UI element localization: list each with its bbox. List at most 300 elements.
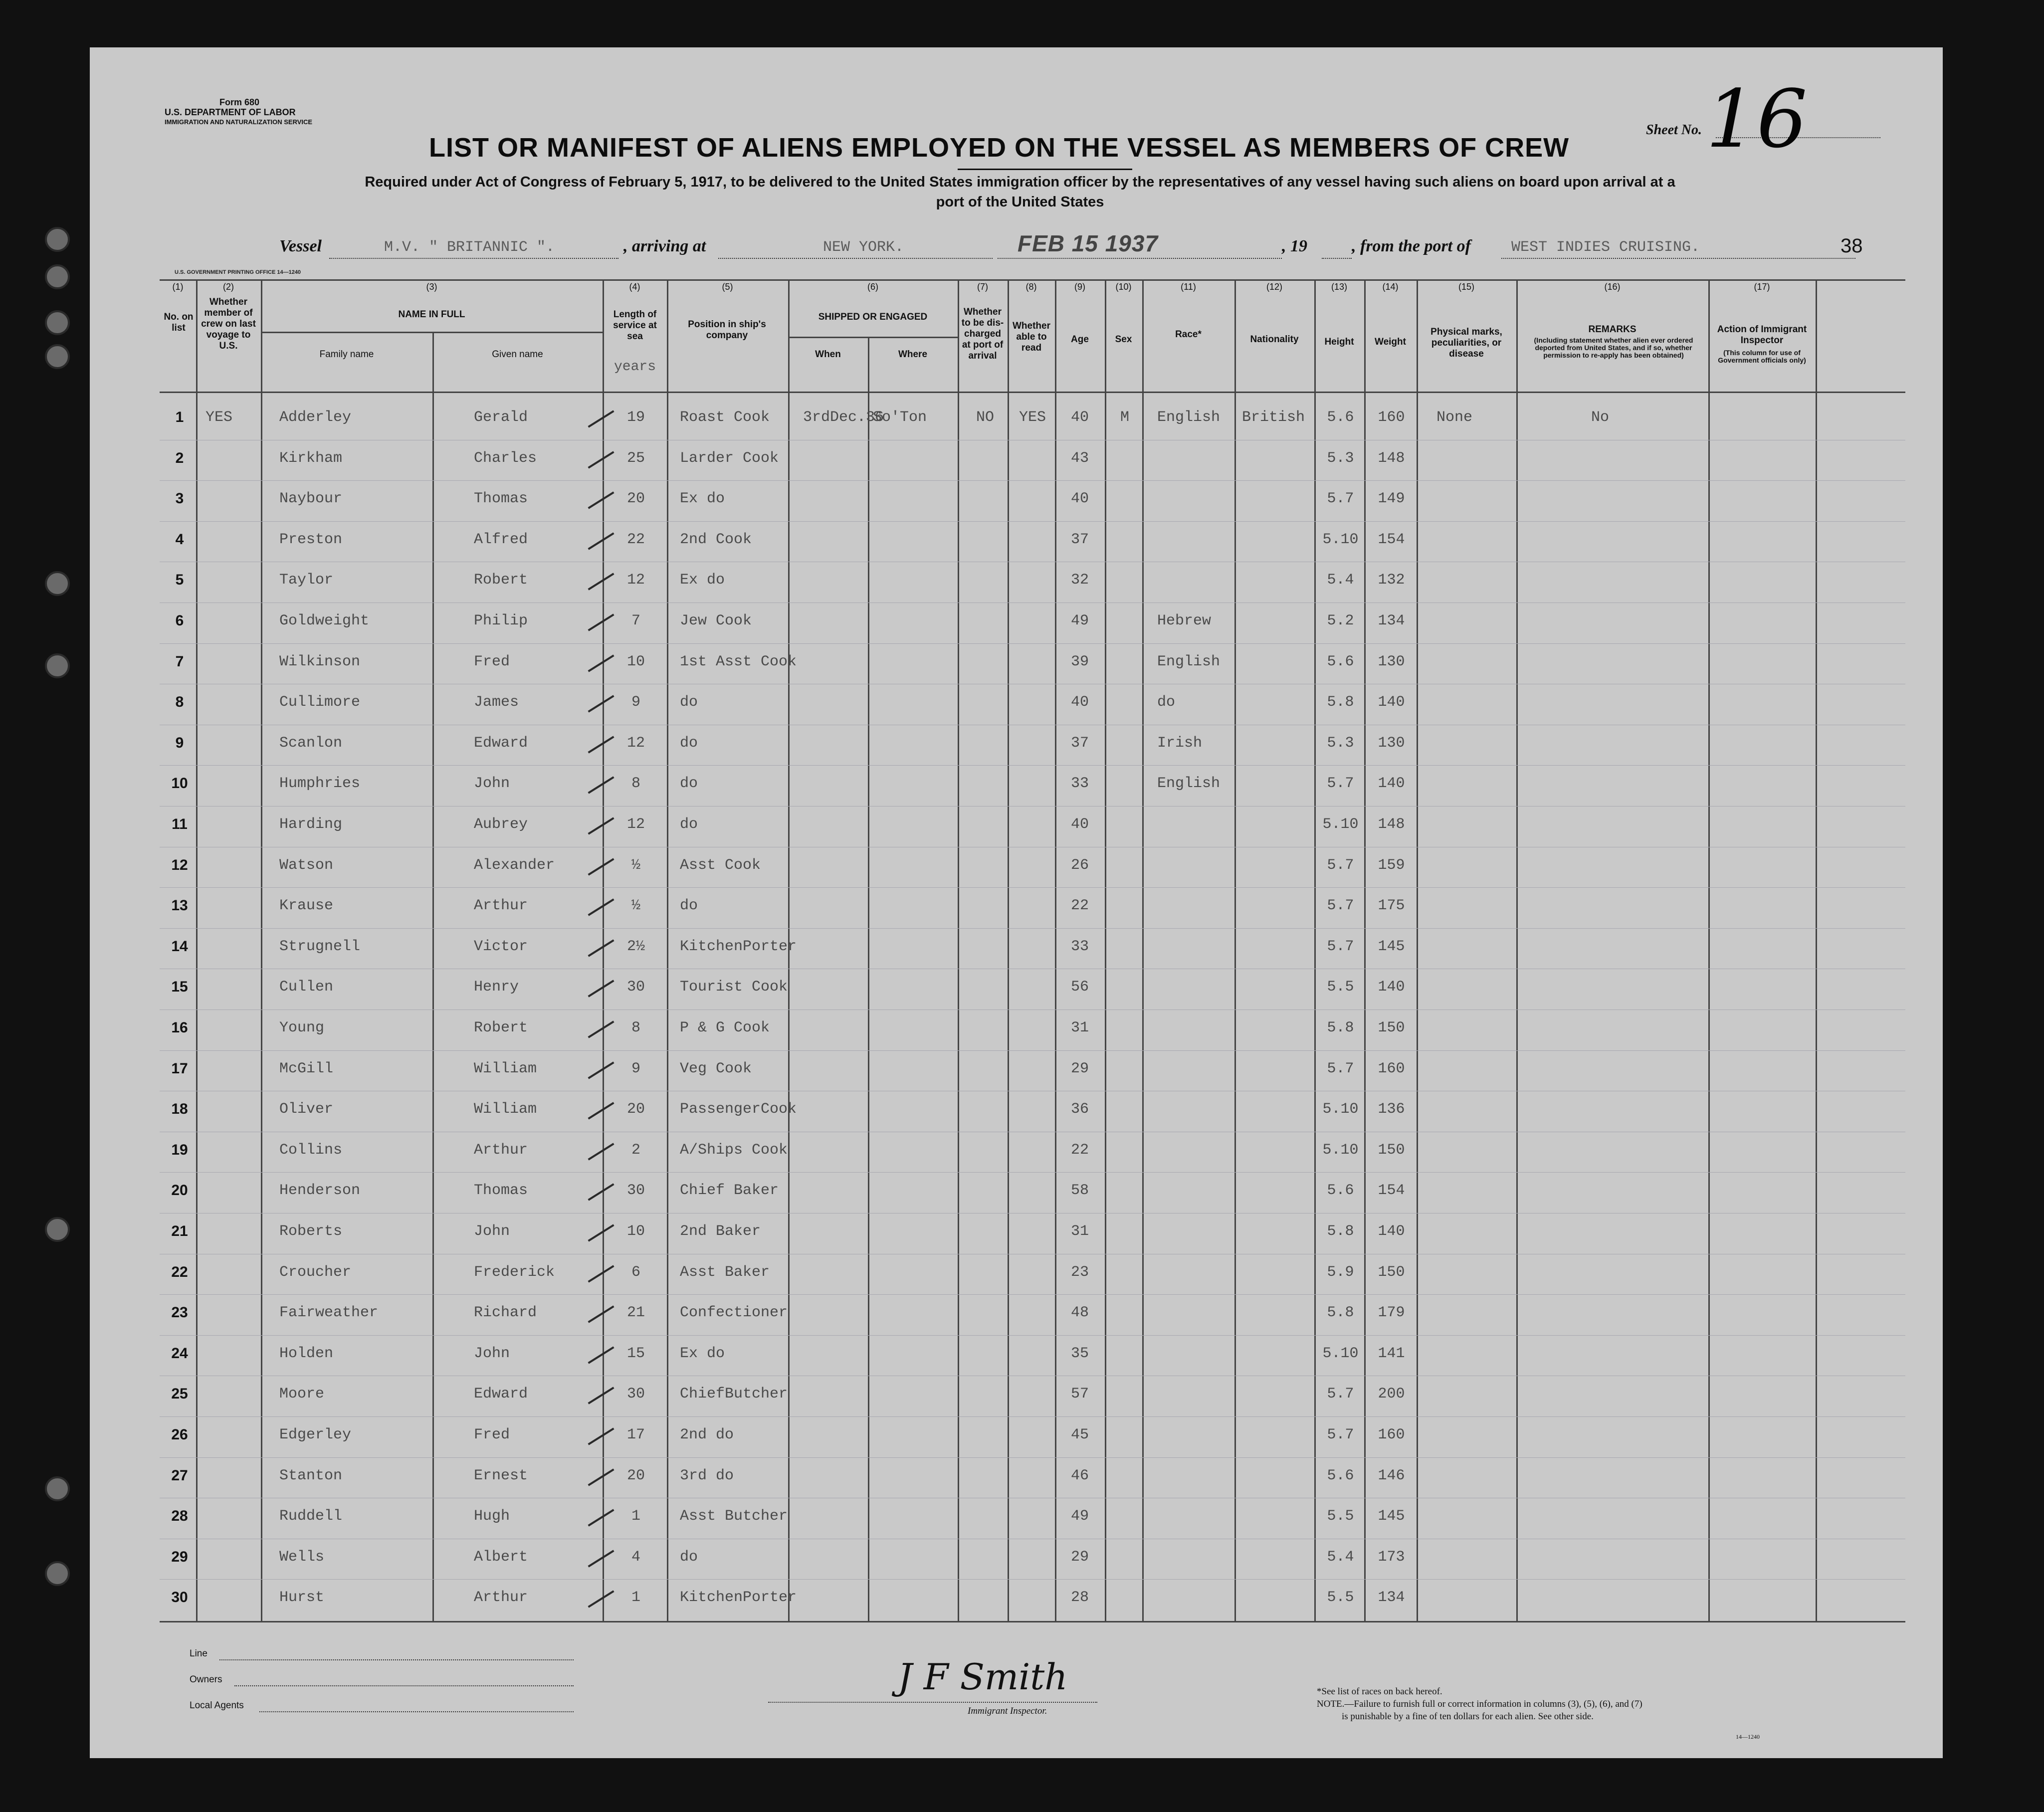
weight: 130	[1378, 734, 1405, 752]
weight: 140	[1378, 1223, 1405, 1240]
col-number-2: (2)	[223, 282, 234, 292]
position: Asst Cook	[680, 856, 761, 874]
col-number-7: (7)	[977, 282, 988, 292]
age: 32	[1070, 572, 1089, 589]
header-physical-marks: Physical marks, peculiarities, or disease	[1431, 327, 1502, 359]
shipped-when: 3rdDec.36	[803, 409, 884, 426]
table-row	[90, 1009, 1943, 1048]
header-height: Height	[1324, 337, 1354, 347]
weight: 146	[1378, 1467, 1405, 1484]
punch-hole	[45, 1217, 70, 1242]
punch-hole	[45, 571, 70, 596]
table-row	[90, 1539, 1943, 1578]
family-name: Humphries	[279, 775, 361, 793]
row-number: 15	[171, 979, 188, 996]
weight: 148	[1378, 449, 1405, 467]
row-number: 9	[175, 734, 184, 751]
position: A/Ships Cook	[680, 1141, 788, 1159]
length-of-service: 2	[631, 1141, 640, 1159]
length-of-service: 12	[626, 734, 645, 752]
given-name: John	[474, 1223, 510, 1240]
table-row	[90, 1376, 1943, 1414]
height: 5.10	[1322, 1345, 1359, 1362]
height: 5.4	[1327, 1548, 1354, 1566]
weight: 179	[1378, 1304, 1405, 1322]
height: 5.5	[1327, 1508, 1354, 1525]
position: do	[680, 694, 698, 711]
col-number-3: (3)	[426, 282, 437, 292]
family-name: Young	[279, 1019, 325, 1036]
age: 40	[1070, 490, 1089, 508]
family-name: Naybour	[279, 490, 343, 508]
age: 49	[1070, 1508, 1089, 1525]
family-name: Preston	[279, 531, 343, 548]
family-name: Cullen	[279, 979, 334, 996]
age: 23	[1070, 1263, 1089, 1281]
nationality: British	[1242, 409, 1305, 426]
header-remarks: REMARKS	[1588, 324, 1636, 335]
line-label: Line	[190, 1648, 207, 1659]
family-name: Croucher	[279, 1263, 352, 1281]
note-line1: NOTE.—Failure to furnish full or correct information in columns (3), (5), (6), and (7)	[1317, 1699, 1642, 1709]
row-number: 27	[171, 1467, 188, 1484]
family-name: Collins	[279, 1141, 343, 1159]
row-number: 1	[175, 409, 184, 425]
age: 56	[1070, 979, 1089, 996]
family-name: McGill	[279, 1060, 334, 1077]
punch-hole	[45, 1561, 70, 1586]
age: 37	[1070, 734, 1089, 752]
family-name: Taylor	[279, 572, 334, 589]
weight: 160	[1378, 1426, 1405, 1443]
height: 5.10	[1322, 1101, 1359, 1118]
family-name: Stanton	[279, 1467, 343, 1484]
form-block	[165, 97, 374, 127]
crew-member-flag: YES	[205, 409, 233, 426]
weight: 140	[1378, 775, 1405, 793]
weight: 160	[1378, 1060, 1405, 1077]
remarks: No	[1591, 409, 1610, 426]
weight: 130	[1378, 653, 1405, 670]
arriving-label: , arriving at	[623, 237, 706, 255]
position: 2nd Cook	[680, 531, 752, 548]
sheet-label: Sheet No.	[1646, 122, 1702, 138]
given-name: Hugh	[474, 1508, 510, 1525]
agents-label: Local Agents	[190, 1700, 244, 1711]
age: 31	[1070, 1223, 1089, 1240]
punch-hole	[45, 653, 70, 678]
header-no-on-list: No. on list	[164, 312, 194, 333]
height: 5.7	[1327, 897, 1354, 915]
position: Asst Butcher	[680, 1508, 788, 1525]
weight: 148	[1378, 816, 1405, 833]
given-name: Frederick	[474, 1263, 555, 1281]
given-name: Arthur	[474, 1141, 528, 1159]
row-number: 23	[171, 1304, 188, 1321]
col-number-10: (10)	[1115, 282, 1132, 292]
row-number: 17	[171, 1060, 188, 1077]
family-name: Oliver	[279, 1101, 334, 1118]
position: 3rd do	[680, 1467, 734, 1484]
height: 5.7	[1327, 490, 1354, 508]
length-of-service: 19	[626, 409, 645, 426]
col-number-17: (17)	[1754, 282, 1770, 292]
weight: 134	[1378, 1589, 1405, 1607]
position: KitchenPorter	[680, 938, 797, 955]
race: English	[1157, 775, 1221, 793]
row-number: 5	[175, 572, 184, 589]
length-of-service: 12	[626, 816, 645, 833]
length-of-service: 17	[626, 1426, 645, 1443]
weight: 149	[1378, 490, 1405, 508]
length-of-service: 4	[631, 1548, 640, 1566]
table-row	[90, 1579, 1943, 1618]
height: 5.10	[1322, 531, 1359, 548]
given-name: James	[474, 694, 519, 711]
row-number: 26	[171, 1426, 188, 1443]
header-when: When	[815, 349, 841, 360]
height: 5.3	[1327, 449, 1354, 467]
arriving-underline	[718, 257, 993, 259]
gpo-note: U.S. GOVERNMENT PRINTING OFFICE 14—1240	[175, 269, 301, 275]
header-given-name: Given name	[492, 349, 543, 360]
family-name: Moore	[279, 1386, 325, 1403]
row-number: 10	[171, 775, 188, 792]
table-row	[90, 1498, 1943, 1537]
table-row	[90, 1457, 1943, 1496]
table-row	[90, 521, 1943, 560]
age: 33	[1070, 938, 1089, 955]
header-shipped: SHIPPED OR ENGAGED	[818, 312, 928, 322]
header-able-read: Whether able to read	[1013, 321, 1050, 353]
race: do	[1157, 694, 1176, 711]
row-number: 11	[172, 816, 188, 832]
sex: M	[1120, 409, 1129, 426]
height: 5.8	[1327, 694, 1354, 711]
service-name: IMMIGRATION AND NATURALIZATION SERVICE	[165, 118, 313, 126]
position: 2nd do	[680, 1426, 734, 1443]
table-row	[90, 643, 1943, 682]
line-field	[219, 1658, 574, 1660]
age: 37	[1070, 531, 1089, 548]
length-of-service: 1	[631, 1589, 640, 1607]
table-row	[90, 1213, 1943, 1252]
age: 49	[1070, 612, 1089, 629]
age: 29	[1070, 1060, 1089, 1077]
position: Ex do	[680, 1345, 725, 1362]
col-number-6: (6)	[867, 282, 878, 292]
length-of-service: 8	[631, 775, 640, 793]
subtitle-line1: Required under Act of Congress of February 5, 1917, to be delivered to the United States immigration officer by the representatives of any vessel having such aliens on board upon arrival at a	[365, 174, 1675, 190]
weight: 150	[1378, 1263, 1405, 1281]
punch-hole	[45, 344, 70, 369]
given-name: Alfred	[474, 531, 528, 548]
weight: 150	[1378, 1141, 1405, 1159]
weight: 145	[1378, 938, 1405, 955]
table-row	[90, 1050, 1943, 1089]
punch-hole	[45, 227, 70, 252]
height: 5.8	[1327, 1019, 1354, 1036]
weight: 150	[1378, 1019, 1405, 1036]
family-name: Harding	[279, 816, 343, 833]
vessel-count: 38	[1840, 235, 1863, 257]
weight: 175	[1378, 897, 1405, 915]
vessel-row	[279, 230, 1875, 262]
age: 39	[1070, 653, 1089, 670]
family-name: Wilkinson	[279, 653, 361, 670]
age: 45	[1070, 1426, 1089, 1443]
length-of-service: 8	[631, 1019, 640, 1036]
row-number: 21	[171, 1223, 188, 1239]
age: 58	[1070, 1182, 1089, 1200]
length-of-service: 2½	[626, 938, 645, 955]
age: 29	[1070, 1548, 1089, 1566]
table-row	[90, 440, 1943, 479]
given-name: Ernest	[474, 1467, 528, 1484]
weight: 173	[1378, 1548, 1405, 1566]
col-number-13: (13)	[1331, 282, 1347, 292]
age: 33	[1070, 775, 1089, 793]
race: Irish	[1157, 734, 1203, 752]
position: Confectioner	[680, 1304, 788, 1322]
given-name: Victor	[474, 938, 528, 955]
given-name: Charles	[474, 449, 537, 467]
manifest-sheet	[90, 47, 1943, 1758]
position: do	[680, 1548, 698, 1566]
position: Veg Cook	[680, 1060, 752, 1077]
height: 5.7	[1327, 1426, 1354, 1443]
race: English	[1157, 409, 1221, 426]
table-row	[90, 1132, 1943, 1171]
row-number: 14	[171, 938, 188, 955]
position: Tourist Cook	[680, 979, 788, 996]
punch-hole	[45, 310, 70, 335]
header-sex: Sex	[1115, 334, 1132, 345]
row-number: 7	[175, 653, 184, 670]
given-name: Robert	[474, 1019, 528, 1036]
length-of-service: 15	[626, 1345, 645, 1362]
table-row	[90, 1091, 1943, 1130]
table-bottom-rule	[160, 1621, 1905, 1622]
table-row	[90, 928, 1943, 967]
height: 5.7	[1327, 938, 1354, 955]
header-name-in-full: NAME IN FULL	[398, 309, 465, 320]
length-of-service: 20	[626, 490, 645, 508]
header-family-name: Family name	[319, 349, 374, 360]
date-underline	[998, 257, 1282, 259]
page-title: LIST OR MANIFEST OF ALIENS EMPLOYED ON THE VESSEL AS MEMBERS OF CREW	[429, 133, 1570, 163]
weight: 134	[1378, 612, 1405, 629]
table-row	[90, 1172, 1943, 1211]
header-position: Position in ship's company	[688, 319, 766, 341]
punch-hole	[45, 1476, 70, 1501]
weight: 200	[1378, 1386, 1405, 1403]
table-row	[90, 725, 1943, 764]
age: 22	[1070, 897, 1089, 915]
height: 5.9	[1327, 1263, 1354, 1281]
height: 5.4	[1327, 572, 1354, 589]
family-name: Henderson	[279, 1182, 361, 1200]
family-name: Kirkham	[279, 449, 343, 467]
weight: 160	[1378, 409, 1405, 426]
age: 43	[1070, 449, 1089, 467]
age: 36	[1070, 1101, 1089, 1118]
row-number: 29	[171, 1548, 188, 1565]
family-name: Wells	[279, 1548, 325, 1566]
table-row	[90, 480, 1943, 519]
physical-marks: None	[1436, 409, 1473, 426]
height: 5.6	[1327, 1182, 1354, 1200]
shipped-where: So'Ton	[873, 409, 927, 426]
row-number: 3	[175, 490, 184, 507]
able-to-read: YES	[1019, 409, 1046, 426]
header-remarks-note: (Including statement whether alien ever ordered deported from United States, and if so, whether permission to re-apply has been obtained)	[1534, 336, 1693, 359]
header-weight: Weight	[1375, 337, 1406, 347]
age: 40	[1070, 694, 1089, 711]
height: 5.3	[1327, 734, 1354, 752]
col-number-11: (11)	[1181, 282, 1196, 292]
family-name: Edgerley	[279, 1426, 352, 1443]
row-number: 28	[171, 1508, 188, 1525]
given-name: Arthur	[474, 897, 528, 915]
sheet-number: 16	[1706, 72, 1808, 166]
owners-field	[234, 1684, 574, 1686]
length-of-service: 12	[626, 572, 645, 589]
inspector-label: Immigrant Inspector.	[968, 1706, 1047, 1716]
header-action: Action of Immigrant Inspector	[1717, 324, 1807, 346]
weight: 154	[1378, 1182, 1405, 1200]
height: 5.7	[1327, 775, 1354, 793]
col-number-1: (1)	[172, 282, 184, 292]
length-of-service: 9	[631, 1060, 640, 1077]
date-stamp: FEB 15 1937	[1018, 230, 1159, 256]
table-row	[90, 1335, 1943, 1374]
length-of-service: 25	[626, 449, 645, 467]
note-line2: is punishable by a fine of ten dollars for each alien. See other side.	[1342, 1711, 1594, 1722]
length-of-service: 1	[631, 1508, 640, 1525]
header-age: Age	[1071, 334, 1089, 345]
row-number: 22	[171, 1263, 188, 1280]
subtitle	[190, 172, 1850, 212]
given-name: Thomas	[474, 1182, 528, 1200]
height: 5.6	[1327, 1467, 1354, 1484]
col-number-8: (8)	[1025, 282, 1037, 292]
weight: 140	[1378, 979, 1405, 996]
height: 5.7	[1327, 1060, 1354, 1077]
position: P & G Cook	[680, 1019, 770, 1036]
position: ChiefButcher	[680, 1386, 788, 1403]
length-of-service: 10	[626, 1223, 645, 1240]
height: 5.5	[1327, 979, 1354, 996]
family-name: Fairweather	[279, 1304, 379, 1322]
table-row	[90, 806, 1943, 845]
height: 5.5	[1327, 1589, 1354, 1607]
weight: 132	[1378, 572, 1405, 589]
given-name: Fred	[474, 653, 510, 670]
age: 26	[1070, 856, 1089, 874]
year-label: , 19	[1282, 237, 1307, 255]
col-number-16: (16)	[1604, 282, 1621, 292]
family-name: Watson	[279, 856, 334, 874]
given-name: Robert	[474, 572, 528, 589]
header-action-note: (This column for use of Government officials only)	[1718, 349, 1806, 364]
row-number: 2	[175, 449, 184, 466]
position: do	[680, 897, 698, 915]
table-row	[90, 765, 1943, 804]
header-years: years	[613, 359, 656, 375]
subtitle-line2: port of the United States	[936, 194, 1104, 210]
row-number: 24	[171, 1345, 188, 1362]
position: Roast Cook	[680, 409, 770, 426]
name-subheader-rule	[261, 332, 603, 333]
row-number: 16	[171, 1019, 188, 1036]
from-label: , from the port of	[1352, 237, 1471, 255]
age: 40	[1070, 409, 1089, 426]
age: 31	[1070, 1019, 1089, 1036]
length-of-service: 30	[626, 1182, 645, 1200]
weight: 141	[1378, 1345, 1405, 1362]
table-row	[90, 1416, 1943, 1455]
age: 28	[1070, 1589, 1089, 1607]
given-name: Albert	[474, 1548, 528, 1566]
position: Larder Cook	[680, 449, 779, 467]
age: 46	[1070, 1467, 1089, 1484]
row-number: 13	[171, 897, 188, 914]
family-name: Strugnell	[279, 938, 361, 955]
length-of-service: 10	[626, 653, 645, 670]
weight: 154	[1378, 531, 1405, 548]
height: 5.10	[1322, 1141, 1359, 1159]
race: English	[1157, 653, 1221, 670]
from-port: WEST INDIES CRUISING.	[1511, 239, 1700, 256]
form-number: Form 680	[219, 97, 260, 107]
family-name: Adderley	[279, 409, 352, 426]
from-underline	[1501, 257, 1855, 259]
position: KitchenPorter	[680, 1589, 797, 1607]
header-whether-member: Whether member of crew on last voyage to U.S.	[201, 297, 256, 351]
header-where: Where	[898, 349, 928, 360]
given-name: Richard	[474, 1304, 537, 1322]
age: 48	[1070, 1304, 1089, 1322]
table-row	[90, 562, 1943, 601]
position: do	[680, 816, 698, 833]
length-of-service: 9	[631, 694, 640, 711]
arriving-port: NEW YORK.	[823, 239, 904, 256]
races-note: *See list of races on back hereof.	[1317, 1686, 1442, 1697]
position: Ex do	[680, 572, 725, 589]
row-number: 30	[171, 1589, 188, 1606]
position: Ex do	[680, 490, 725, 508]
position: Asst Baker	[680, 1263, 770, 1281]
given-name: William	[474, 1101, 537, 1118]
to-be-discharged: NO	[976, 409, 994, 426]
table-row	[90, 1294, 1943, 1333]
punch-hole	[45, 264, 70, 289]
family-name: Hurst	[279, 1589, 325, 1607]
header-discharged: Whether to be dis-charged at port of arrival	[961, 307, 1004, 361]
vessel-underline	[329, 257, 618, 259]
length-of-service: 30	[626, 979, 645, 996]
age: 40	[1070, 816, 1089, 833]
position: Jew Cook	[680, 612, 752, 629]
family-name: Goldweight	[279, 612, 370, 629]
age: 22	[1070, 1141, 1089, 1159]
height: 5.10	[1322, 816, 1359, 833]
weight: 159	[1378, 856, 1405, 874]
given-name: Henry	[474, 979, 519, 996]
family-name: Roberts	[279, 1223, 343, 1240]
family-name: Ruddell	[279, 1508, 343, 1525]
